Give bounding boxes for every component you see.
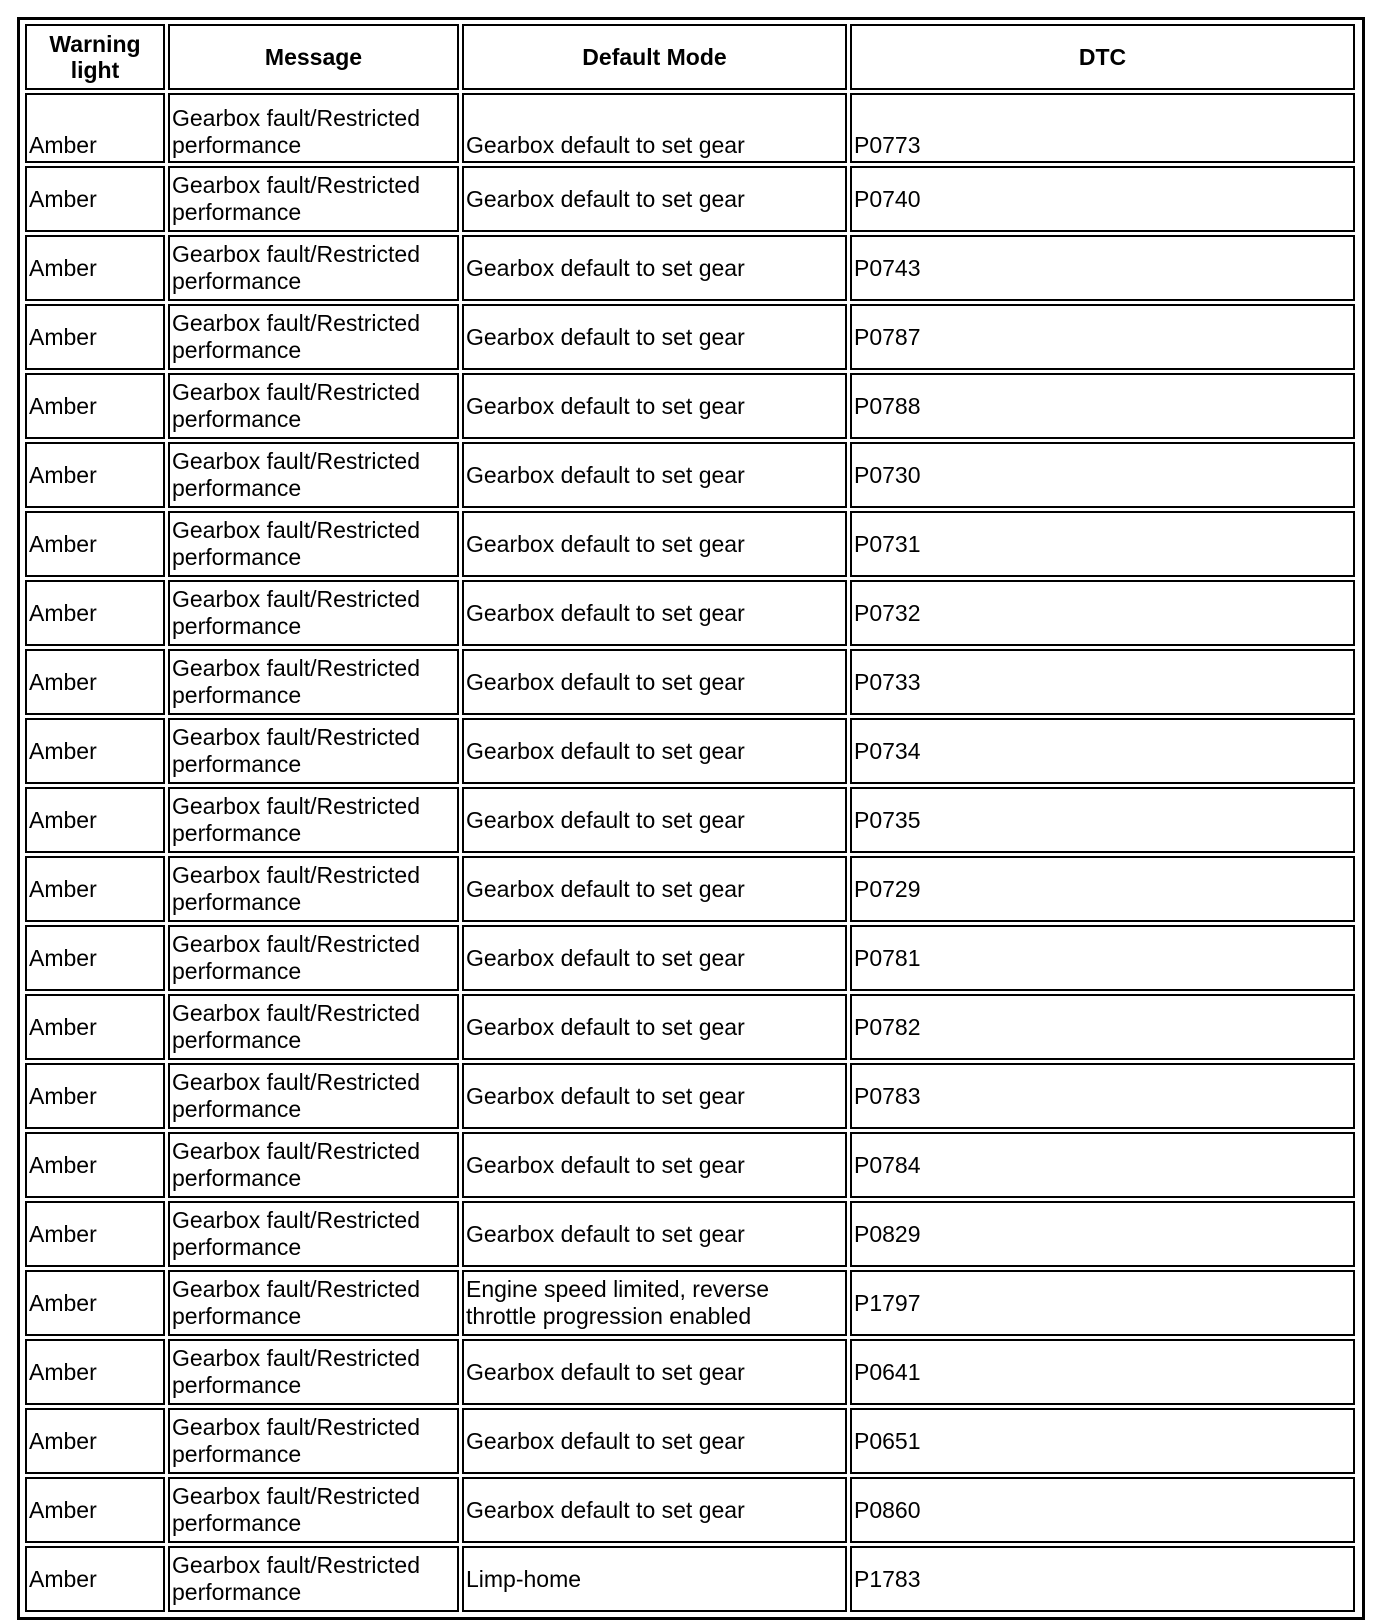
table-row (25, 304, 1355, 370)
cell-message: Gearbox fault/Restricted performance (168, 304, 459, 370)
cell-message: Gearbox fault/Restricted performance (168, 93, 459, 163)
cell-message: Gearbox fault/Restricted performance (168, 856, 459, 922)
cell-default-mode: Gearbox default to set gear (462, 787, 847, 853)
cell-dtc: P0829 (850, 1201, 1355, 1267)
table-row (25, 649, 1355, 715)
cell-warning-light: Amber (25, 1201, 165, 1267)
table-row (25, 1546, 1355, 1612)
cell-warning-light: Amber (25, 373, 165, 439)
cell-dtc: P0734 (850, 718, 1355, 784)
cell-message: Gearbox fault/Restricted performance (168, 787, 459, 853)
cell-message: Gearbox fault/Restricted performance (168, 1546, 459, 1612)
table-row (25, 1132, 1355, 1198)
table-row (25, 718, 1355, 784)
cell-default-mode: Gearbox default to set gear (462, 93, 847, 163)
cell-dtc: P0733 (850, 649, 1355, 715)
cell-default-mode: Gearbox default to set gear (462, 304, 847, 370)
cell-dtc: P0731 (850, 511, 1355, 577)
cell-default-mode: Gearbox default to set gear (462, 1063, 847, 1129)
cell-default-mode: Gearbox default to set gear (462, 994, 847, 1060)
cell-dtc: P0773 (850, 93, 1355, 163)
cell-default-mode: Gearbox default to set gear (462, 373, 847, 439)
cell-dtc: P0743 (850, 235, 1355, 301)
cell-default-mode: Gearbox default to set gear (462, 442, 847, 508)
table-row (25, 1063, 1355, 1129)
cell-default-mode: Gearbox default to set gear (462, 1477, 847, 1543)
cell-dtc: P0729 (850, 856, 1355, 922)
table-row (25, 511, 1355, 577)
cell-default-mode: Gearbox default to set gear (462, 1339, 847, 1405)
cell-dtc: P0787 (850, 304, 1355, 370)
cell-warning-light: Amber (25, 93, 165, 163)
cell-message: Gearbox fault/Restricted performance (168, 580, 459, 646)
cell-dtc: P0735 (850, 787, 1355, 853)
cell-message: Gearbox fault/Restricted performance (168, 1270, 459, 1336)
cell-warning-light: Amber (25, 856, 165, 922)
cell-message: Gearbox fault/Restricted performance (168, 925, 459, 991)
header-dtc: DTC (850, 24, 1355, 90)
cell-warning-light: Amber (25, 235, 165, 301)
cell-default-mode: Gearbox default to set gear (462, 649, 847, 715)
cell-dtc: P0788 (850, 373, 1355, 439)
cell-default-mode: Gearbox default to set gear (462, 1408, 847, 1474)
cell-warning-light: Amber (25, 718, 165, 784)
cell-default-mode: Gearbox default to set gear (462, 511, 847, 577)
cell-dtc: P0782 (850, 994, 1355, 1060)
table-row (25, 93, 1355, 163)
table-row (25, 166, 1355, 232)
cell-warning-light: Amber (25, 925, 165, 991)
cell-message: Gearbox fault/Restricted performance (168, 649, 459, 715)
cell-message: Gearbox fault/Restricted performance (168, 718, 459, 784)
cell-warning-light: Amber (25, 511, 165, 577)
table-row (25, 856, 1355, 922)
cell-warning-light: Amber (25, 166, 165, 232)
cell-default-mode: Gearbox default to set gear (462, 925, 847, 991)
dtc-table (22, 21, 1358, 1615)
cell-dtc: P1783 (850, 1546, 1355, 1612)
cell-warning-light: Amber (25, 1270, 165, 1336)
cell-warning-light: Amber (25, 787, 165, 853)
cell-warning-light: Amber (25, 1132, 165, 1198)
cell-dtc: P0784 (850, 1132, 1355, 1198)
cell-default-mode: Gearbox default to set gear (462, 580, 847, 646)
cell-dtc: P0740 (850, 166, 1355, 232)
cell-dtc: P0860 (850, 1477, 1355, 1543)
cell-warning-light: Amber (25, 1546, 165, 1612)
cell-message: Gearbox fault/Restricted performance (168, 1132, 459, 1198)
header-row (25, 24, 1355, 90)
cell-dtc: P0732 (850, 580, 1355, 646)
cell-default-mode: Gearbox default to set gear (462, 856, 847, 922)
table-row (25, 1270, 1355, 1336)
table-row (25, 1201, 1355, 1267)
table-row (25, 580, 1355, 646)
table-row (25, 442, 1355, 508)
cell-message: Gearbox fault/Restricted performance (168, 442, 459, 508)
cell-default-mode: Gearbox default to set gear (462, 166, 847, 232)
cell-message: Gearbox fault/Restricted performance (168, 235, 459, 301)
cell-dtc: P0783 (850, 1063, 1355, 1129)
table-row (25, 1408, 1355, 1474)
cell-dtc: P0641 (850, 1339, 1355, 1405)
table-row (25, 787, 1355, 853)
cell-message: Gearbox fault/Restricted performance (168, 1063, 459, 1129)
cell-message: Gearbox fault/Restricted performance (168, 166, 459, 232)
cell-dtc: P0730 (850, 442, 1355, 508)
table-row (25, 1477, 1355, 1543)
table-body (25, 93, 1355, 1612)
table-row (25, 925, 1355, 991)
cell-dtc: P1797 (850, 1270, 1355, 1336)
cell-message: Gearbox fault/Restricted performance (168, 1408, 459, 1474)
table-row (25, 373, 1355, 439)
cell-default-mode: Gearbox default to set gear (462, 235, 847, 301)
cell-warning-light: Amber (25, 442, 165, 508)
cell-message: Gearbox fault/Restricted performance (168, 373, 459, 439)
cell-message: Gearbox fault/Restricted performance (168, 1201, 459, 1267)
header-message: Message (168, 24, 459, 90)
cell-default-mode: Limp-home (462, 1546, 847, 1612)
cell-warning-light: Amber (25, 649, 165, 715)
cell-default-mode: Gearbox default to set gear (462, 1201, 847, 1267)
header-warning-light: Warning light (25, 24, 165, 90)
cell-warning-light: Amber (25, 1063, 165, 1129)
cell-message: Gearbox fault/Restricted performance (168, 1477, 459, 1543)
header-default-mode: Default Mode (462, 24, 847, 90)
cell-warning-light: Amber (25, 1339, 165, 1405)
dtc-table-frame (17, 17, 1365, 1620)
cell-warning-light: Amber (25, 994, 165, 1060)
cell-warning-light: Amber (25, 1408, 165, 1474)
cell-warning-light: Amber (25, 580, 165, 646)
table-row (25, 1339, 1355, 1405)
cell-dtc: P0781 (850, 925, 1355, 991)
table-row (25, 994, 1355, 1060)
cell-default-mode: Gearbox default to set gear (462, 718, 847, 784)
cell-message: Gearbox fault/Restricted performance (168, 1339, 459, 1405)
cell-warning-light: Amber (25, 1477, 165, 1543)
cell-default-mode: Gearbox default to set gear (462, 1132, 847, 1198)
cell-dtc: P0651 (850, 1408, 1355, 1474)
cell-message: Gearbox fault/Restricted performance (168, 511, 459, 577)
table-row (25, 235, 1355, 301)
cell-message: Gearbox fault/Restricted performance (168, 994, 459, 1060)
cell-default-mode: Engine speed limited, reverse throttle progression enabled (462, 1270, 847, 1336)
cell-warning-light: Amber (25, 304, 165, 370)
